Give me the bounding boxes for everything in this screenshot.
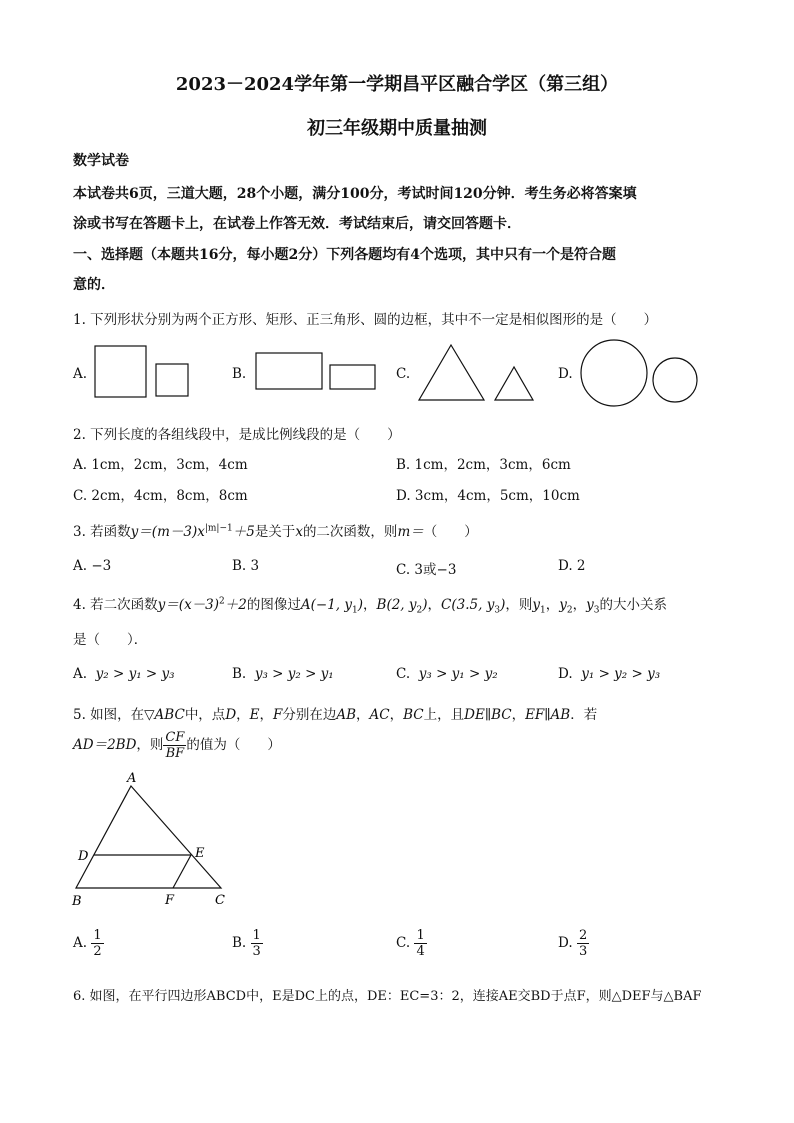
label-a: A — [127, 771, 137, 786]
q5-fraction — [163, 730, 186, 761]
q5-comma-3: ， — [356, 707, 370, 723]
label-d: D — [78, 849, 89, 864]
q5-option-d-label: D. — [558, 935, 573, 951]
q4-y1: y — [532, 597, 540, 613]
q4-mid: 的图像过 — [246, 597, 301, 613]
q4-sep-4: ， — [572, 597, 587, 613]
small-triangle-shape — [495, 367, 533, 400]
q5-mid3: 上，且 — [423, 707, 465, 723]
q4-option-c-label: C. — [396, 666, 411, 682]
q5-triangle: ▽ABC — [144, 707, 185, 723]
q4-option-d-text: y₁ > y₂ > y₃ — [581, 666, 661, 682]
q4-close-c: ) — [500, 597, 506, 613]
q1-option-a-label: A. — [73, 366, 88, 382]
q5-option-a-den: 2 — [93, 944, 102, 959]
q2-option-c: C. 2cm，4cm，8cm，8cm — [73, 488, 248, 504]
question-5-stem — [73, 703, 597, 723]
q1-option-d-label: D. — [558, 366, 573, 382]
exam-subtitle: 初三年级期中质量抽测 — [307, 118, 487, 139]
q5-option-c — [396, 928, 427, 959]
question-1-stem: 1. 下列形状分别为两个正方形、矩形、正三角形、圆的边框，其中不一定是相似图形的是（ ） — [73, 312, 658, 328]
q5-option-a-num: 1 — [93, 928, 102, 943]
q1-circles-figure — [576, 336, 702, 412]
q5-option-c-label: C. — [396, 935, 411, 951]
label-e: E — [195, 846, 205, 861]
q4-option-a-text: y₂ > y₁ > y₃ — [95, 666, 175, 682]
label-b: B — [72, 894, 82, 909]
q4-y1-sub: 1 — [539, 605, 546, 616]
q4-point-b: B(2, y — [376, 597, 417, 613]
q5-mid1: 中，点 — [184, 707, 226, 723]
q4-option-b-label: B. — [232, 666, 247, 682]
q5-option-d-fraction — [577, 928, 589, 959]
q4-option-a-label: A. — [73, 666, 88, 682]
label-c: C — [215, 893, 225, 908]
q5-option-b-label: B. — [232, 935, 247, 951]
q5-option-b — [232, 928, 263, 959]
q5-side-ac: AC — [369, 707, 390, 723]
q5-comma-5: ， — [511, 707, 526, 723]
q5-option-b-fraction — [251, 928, 263, 959]
q5-ad-eq-2bd: AD＝2BD — [73, 737, 137, 753]
q5-comma-1: ， — [236, 707, 250, 723]
q3-var-x: x — [295, 524, 303, 540]
q1-option-c-label: C. — [396, 366, 411, 382]
q4-option-d — [558, 666, 660, 682]
q1-rectangles-figure — [252, 348, 380, 396]
q5-fraction-den: BF — [165, 746, 185, 761]
q4-sep-1: ， — [363, 597, 377, 613]
q3-m-eq: m＝ — [397, 524, 424, 540]
q5-option-a-label: A. — [73, 935, 88, 951]
q4-sub-2: 2 — [416, 605, 423, 616]
q5-option-c-fraction — [414, 928, 426, 959]
q4-option-c — [396, 666, 498, 682]
q3-middle: 是关于 — [254, 524, 296, 540]
q3-formula-left: y＝(m－3)x — [130, 524, 205, 540]
q5-comma-2: ， — [259, 707, 273, 723]
question-6-stem: 6. 如图，在平行四边形ABCD中，E是DC上的点，DE：EC=3：2，连接AE交BD于点F，则△DEF与△BAF — [73, 989, 702, 1004]
question-5-stem-line-2 — [73, 730, 281, 761]
subject-label: 数学试卷 — [73, 153, 129, 169]
intro-line-1: 本试卷共6页，三道大题，28个小题，满分100分，考试时间120分钟．考生务必将答案填 — [73, 186, 637, 202]
q5-option-d — [558, 928, 589, 959]
q5-end: 的值为（ ） — [186, 737, 281, 753]
large-circle-shape — [581, 340, 647, 406]
question-2-stem: 2. 下列长度的各组线段中，是成比例线段的是（ ） — [73, 427, 401, 443]
small-rectangle-shape — [330, 365, 375, 389]
q4-y3: y — [586, 597, 594, 613]
triangle-abc-shape — [76, 786, 221, 888]
small-circle-shape — [653, 358, 697, 402]
q3-option-a: A. −3 — [73, 558, 112, 574]
q4-y2-sub: 2 — [566, 605, 573, 616]
q5-option-b-num: 1 — [252, 928, 261, 943]
q1-triangles-figure — [414, 340, 540, 404]
q1-squares-figure — [90, 340, 200, 402]
large-triangle-shape — [419, 345, 484, 400]
q2-option-a: A. 1cm，2cm，3cm，4cm — [73, 457, 248, 473]
q5-point-e: E — [249, 707, 260, 723]
q5-point-f: F — [273, 707, 283, 723]
q3-formula-right: ＋5 — [232, 524, 255, 540]
section-heading-line-2: 意的． — [73, 277, 115, 293]
q4-prefix: 4. 若二次函数 — [73, 597, 158, 613]
q5-option-c-den: 4 — [416, 944, 425, 959]
q5-option-d-num: 2 — [578, 928, 588, 943]
q2-option-b: B. 1cm，2cm，3cm，6cm — [396, 457, 571, 473]
q4-sep-2: ， — [427, 597, 442, 613]
q1-option-b-label: B. — [232, 366, 247, 382]
q4-option-c-text: y₃ > y₁ > y₂ — [418, 666, 498, 682]
q5-option-b-den: 3 — [252, 944, 261, 959]
q4-then: ，则 — [505, 597, 533, 613]
q3-option-c: C. 3或−3 — [396, 562, 457, 578]
q5-side-ab: AB — [336, 707, 357, 723]
q4-close-b: ) — [422, 597, 428, 613]
q5-option-d-den: 3 — [578, 944, 588, 959]
q4-close-a: ) — [357, 597, 364, 613]
q5-option-a — [73, 928, 104, 959]
q4-point-c: C(3.5, y — [441, 597, 495, 613]
q4-sub-1: 1 — [352, 605, 358, 616]
q5-de-par-bc: DE∥BC — [464, 707, 512, 723]
q3-paren: （ ） — [423, 524, 478, 540]
q4-formula: y＝(x－3) — [157, 597, 220, 613]
q5-mid4: ．若 — [570, 707, 598, 723]
segment-ef — [173, 855, 191, 888]
q3-suffix: 的二次函数，则 — [302, 524, 398, 540]
q4-sep-3: ， — [545, 597, 560, 613]
q3-option-d: D. 2 — [558, 558, 586, 574]
q5-option-a-fraction — [91, 928, 103, 959]
exam-title: 2023－2024学年第一学期昌平区融合学区（第三组） — [175, 74, 619, 95]
q4-point-a: A(−1, y — [300, 597, 353, 613]
q2-option-d: D. 3cm，4cm，5cm，10cm — [396, 488, 580, 504]
q5-side-bc: BC — [403, 707, 424, 723]
intro-line-2: 涂或书写在答题卡上，在试卷上作答无效．考试结束后，请交回答题卡． — [73, 216, 521, 232]
q3-exponent: |m|−1 — [204, 523, 233, 534]
q3-option-b: B. 3 — [232, 558, 260, 574]
q4-stem-line-2: 是（ ）． — [73, 632, 148, 648]
q5-point-d: D — [225, 707, 237, 723]
q5-option-c-num: 1 — [416, 928, 425, 943]
q3-prefix: 3. 若函数 — [73, 524, 131, 540]
q4-sub-3: 3 — [494, 605, 501, 616]
q4-end: 的大小关系 — [599, 597, 667, 613]
q4-formula-tail: ＋2 — [224, 597, 247, 613]
q4-option-a — [73, 666, 175, 682]
q4-power: 2 — [219, 596, 225, 607]
large-rectangle-shape — [256, 353, 322, 389]
q4-y2: y — [559, 597, 567, 613]
label-f: F — [165, 893, 175, 908]
q4-y3-sub: 3 — [593, 605, 600, 616]
q5-comma-4: ， — [389, 707, 404, 723]
q5-ef-par-ab: EF∥AB — [525, 707, 571, 723]
q4-option-d-label: D. — [558, 666, 573, 682]
large-square-shape — [95, 346, 146, 397]
question-3-stem — [73, 520, 478, 540]
question-4-stem — [73, 593, 667, 616]
q4-option-b — [232, 666, 334, 682]
q5-prefix: 5. 如图，在 — [73, 707, 145, 723]
small-square-shape — [156, 364, 188, 396]
q5-fraction-num: CF — [165, 730, 185, 745]
q5-mid2: 分别在边 — [282, 707, 337, 723]
q5-then: ，则 — [136, 737, 164, 753]
section-heading-line-1: 一、选择题（本题共16分，每小题2分）下列各题均有4个选项，其中只有一个是符合题 — [73, 247, 616, 263]
q4-option-b-text: y₃ > y₂ > y₁ — [254, 666, 334, 682]
q5-triangle-figure — [66, 768, 236, 910]
